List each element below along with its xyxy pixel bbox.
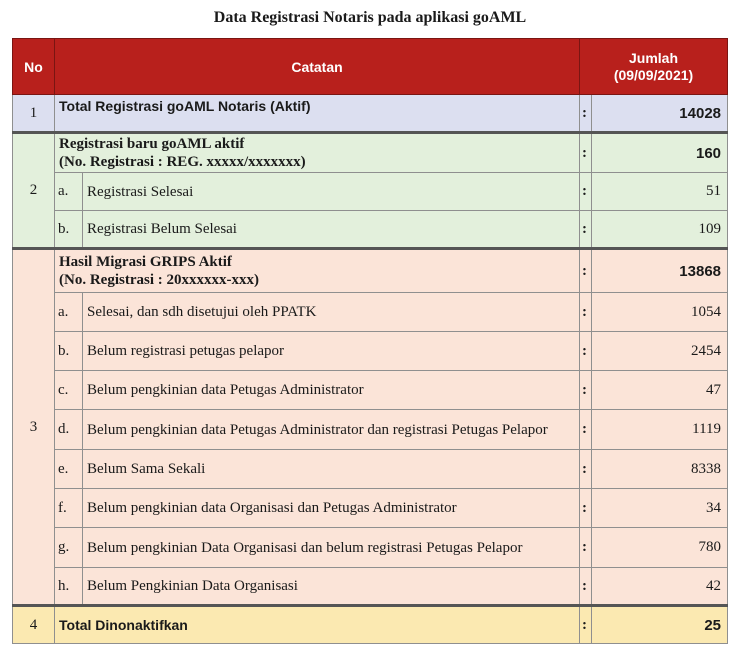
registration-table (12, 38, 728, 644)
header-catatan: Catatan (55, 39, 580, 95)
row-number: 3 (13, 249, 55, 606)
item-label: Registrasi Belum Selesai (83, 211, 580, 249)
item-label: Belum pengkinian Data Organisasi dan belum registrasi Petugas Pelapor (83, 528, 580, 568)
item-letter: a. (55, 293, 83, 332)
header-no: No (13, 39, 55, 95)
row-value: 13868 (592, 249, 728, 293)
row-number: 4 (13, 606, 55, 644)
item-letter: e. (55, 450, 83, 489)
colon: : (580, 489, 592, 528)
item-label: Belum Pengkinian Data Organisasi (83, 568, 580, 606)
item-value: 109 (592, 211, 728, 249)
table-row (13, 489, 728, 528)
colon: : (580, 410, 592, 450)
table-row (13, 173, 728, 211)
item-value: 1119 (592, 410, 728, 450)
item-letter: b. (55, 332, 83, 371)
table-row (13, 528, 728, 568)
item-label: Belum pengkinian data Petugas Administrator (83, 371, 580, 410)
item-label: Registrasi Selesai (83, 173, 580, 211)
table-row (13, 410, 728, 450)
colon: : (580, 371, 592, 410)
table-row (13, 371, 728, 410)
row-label: Total Registrasi goAML Notaris (Aktif) (55, 95, 580, 133)
colon: : (580, 249, 592, 293)
row-label-line2: (No. Registrasi : REG. xxxxx/xxxxxxx) (59, 154, 306, 170)
item-label: Selesai, dan sdh disetujui oleh PPATK (83, 293, 580, 332)
table-row (13, 568, 728, 606)
item-value: 42 (592, 568, 728, 606)
table-row (13, 332, 728, 371)
colon: : (580, 133, 592, 173)
colon: : (580, 211, 592, 249)
colon: : (580, 173, 592, 211)
item-label: Belum pengkinian data Organisasi dan Petugas Administrator (83, 489, 580, 528)
item-letter: a. (55, 173, 83, 211)
item-letter: f. (55, 489, 83, 528)
table-row (13, 293, 728, 332)
header-jumlah-date: (09/09/2021) (613, 66, 694, 83)
header-jumlah (580, 39, 728, 95)
row-value: 14028 (592, 95, 728, 133)
row-label: Total Dinonaktifkan (55, 606, 580, 644)
item-letter: c. (55, 371, 83, 410)
item-value: 2454 (592, 332, 728, 371)
table-row (13, 211, 728, 249)
colon: : (580, 568, 592, 606)
item-label: Belum registrasi petugas pelapor (83, 332, 580, 371)
row-number: 1 (13, 95, 55, 133)
table-row (13, 450, 728, 489)
colon: : (580, 528, 592, 568)
item-value: 1054 (592, 293, 728, 332)
colon: : (580, 332, 592, 371)
table-row (13, 606, 728, 644)
item-label: Belum Sama Sekali (83, 450, 580, 489)
item-letter: d. (55, 410, 83, 450)
item-value: 34 (592, 489, 728, 528)
row-label-line1: Hasil Migrasi GRIPS Aktif (59, 254, 232, 270)
item-value: 8338 (592, 450, 728, 489)
row-label (55, 133, 580, 173)
item-value: 51 (592, 173, 728, 211)
table-row (13, 249, 728, 293)
row-number: 2 (13, 133, 55, 249)
item-label: Belum pengkinian data Petugas Administrator dan registrasi Petugas Pelapor (83, 410, 580, 450)
colon: : (580, 450, 592, 489)
row-label-line1: Registrasi baru goAML aktif (59, 136, 245, 152)
colon: : (580, 293, 592, 332)
row-value: 25 (592, 606, 728, 644)
item-letter: b. (55, 211, 83, 249)
table-row (13, 133, 728, 173)
row-label-line2: (No. Registrasi : 20xxxxxx-xxx) (59, 272, 259, 288)
item-letter: g. (55, 528, 83, 568)
item-letter: h. (55, 568, 83, 606)
item-value: 47 (592, 371, 728, 410)
row-label (55, 249, 580, 293)
colon: : (580, 606, 592, 644)
row-value: 160 (592, 133, 728, 173)
item-value: 780 (592, 528, 728, 568)
colon: : (580, 95, 592, 133)
page-title: Data Registrasi Notaris pada aplikasi goAML (213, 9, 527, 26)
table-row (13, 95, 728, 133)
header-jumlah-label: Jumlah (629, 49, 679, 66)
table-header-row (13, 39, 728, 95)
